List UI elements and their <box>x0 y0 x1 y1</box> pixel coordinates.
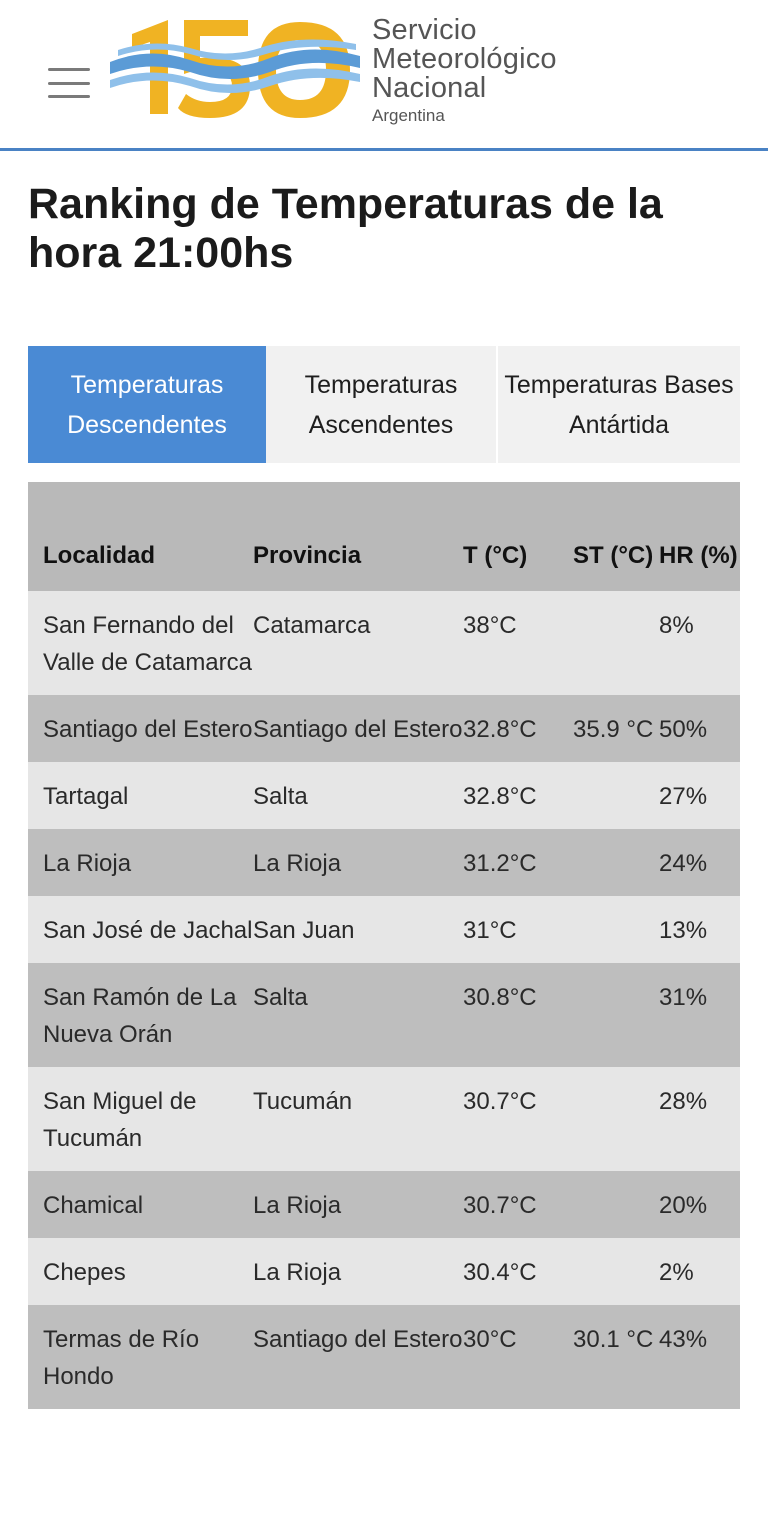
cell-temperature: 31.2°C <box>463 850 537 877</box>
cell-provincia: La Rioja <box>253 1192 342 1219</box>
table-row <box>28 1171 740 1238</box>
cell-sensacion-termica: 35.9 °C <box>573 716 654 743</box>
cell-sensacion-termica: 30.1 °C <box>573 1326 654 1353</box>
cell-localidad: Santiago del Estero <box>43 716 253 743</box>
cell-provincia: La Rioja <box>253 1259 342 1286</box>
site-header <box>0 0 768 151</box>
cell-localidad: San Ramón de La Nueva Orán <box>43 984 237 1048</box>
cell-temperature: 32.8°C <box>463 783 537 810</box>
cell-provincia: Santiago del Estero <box>253 1326 463 1353</box>
cell-sensacion-termica <box>573 591 659 695</box>
cell-humedad: 27% <box>659 783 708 810</box>
cell-temperature: 30°C <box>463 1326 517 1353</box>
cell-humedad: 13% <box>659 917 708 944</box>
table-row <box>28 1067 740 1171</box>
tab-bases-antartida[interactable]: Temperaturas Bases Antártida <box>498 346 740 463</box>
page-title: Ranking de Temperaturas de la hora 21:00hs <box>28 180 663 277</box>
cell-humedad: 24% <box>659 850 708 877</box>
logo-line-1: Servicio <box>372 14 477 46</box>
tab-descendentes[interactable]: Temperaturas Descendentes <box>28 346 266 463</box>
cell-humedad: 28% <box>659 1088 708 1115</box>
cell-sensacion-termica <box>573 963 659 1067</box>
table-row <box>28 762 740 829</box>
cell-sensacion-termica <box>573 1171 659 1238</box>
column-header-st: ST (°C) <box>573 542 654 569</box>
tab-ascendentes[interactable]: Temperaturas Ascendentes <box>266 346 498 463</box>
table-row <box>28 1238 740 1305</box>
cell-humedad: 31% <box>659 984 708 1011</box>
cell-sensacion-termica <box>573 1238 659 1305</box>
cell-provincia: Santiago del Estero <box>253 716 463 743</box>
cell-humedad: 2% <box>659 1259 694 1286</box>
cell-temperature: 32.8°C <box>463 716 537 743</box>
cell-localidad: San Miguel de Tucumán <box>43 1088 197 1152</box>
logo-line-4: Argentina <box>372 106 445 125</box>
cell-localidad: La Rioja <box>43 850 132 877</box>
logo-line-2: Meteorológico <box>372 43 557 75</box>
cell-temperature: 30.7°C <box>463 1192 537 1219</box>
table-row <box>28 591 740 695</box>
column-header-provincia: Provincia <box>253 542 362 569</box>
cell-sensacion-termica <box>573 1067 659 1171</box>
table-header-row <box>28 482 740 591</box>
cell-humedad: 50% <box>659 716 708 743</box>
cell-sensacion-termica <box>573 896 659 963</box>
logo-line-3: Nacional <box>372 72 487 104</box>
column-header-hr: HR (%) <box>659 542 738 569</box>
cell-temperature: 38°C <box>463 612 517 639</box>
smn-150-logo-icon[interactable] <box>110 14 366 122</box>
temperature-ranking-table <box>28 482 740 1409</box>
cell-localidad: Termas de Río Hondo <box>43 1326 200 1390</box>
cell-provincia: Tucumán <box>253 1088 353 1115</box>
cell-localidad: Tartagal <box>43 783 129 810</box>
cell-localidad: San Fernando del Valle de Catamarca <box>43 612 252 676</box>
cell-sensacion-termica <box>573 762 659 829</box>
cell-provincia: Salta <box>253 984 308 1011</box>
table-row <box>28 896 740 963</box>
cell-temperature: 31°C <box>463 917 517 944</box>
cell-humedad: 8% <box>659 612 694 639</box>
cell-provincia: La Rioja <box>253 850 342 877</box>
table-row <box>28 963 740 1067</box>
cell-localidad: Chamical <box>43 1192 144 1219</box>
table-row <box>28 829 740 896</box>
cell-temperature: 30.7°C <box>463 1088 537 1115</box>
cell-provincia: Salta <box>253 783 308 810</box>
column-header-t: T (°C) <box>463 542 528 569</box>
hamburger-menu-icon[interactable] <box>48 68 90 98</box>
agency-name <box>372 16 557 127</box>
cell-humedad: 20% <box>659 1192 708 1219</box>
cell-temperature: 30.8°C <box>463 984 537 1011</box>
table-row <box>28 1305 740 1409</box>
table-row <box>28 695 740 762</box>
cell-provincia: Catamarca <box>253 612 371 639</box>
cell-sensacion-termica <box>573 829 659 896</box>
ranking-tabs <box>28 346 740 463</box>
cell-temperature: 30.4°C <box>463 1259 537 1286</box>
cell-localidad: San José de Jachal <box>43 917 253 944</box>
cell-localidad: Chepes <box>43 1259 126 1286</box>
cell-humedad: 43% <box>659 1326 708 1353</box>
column-header-localidad: Localidad <box>43 542 156 569</box>
cell-provincia: San Juan <box>253 917 355 944</box>
